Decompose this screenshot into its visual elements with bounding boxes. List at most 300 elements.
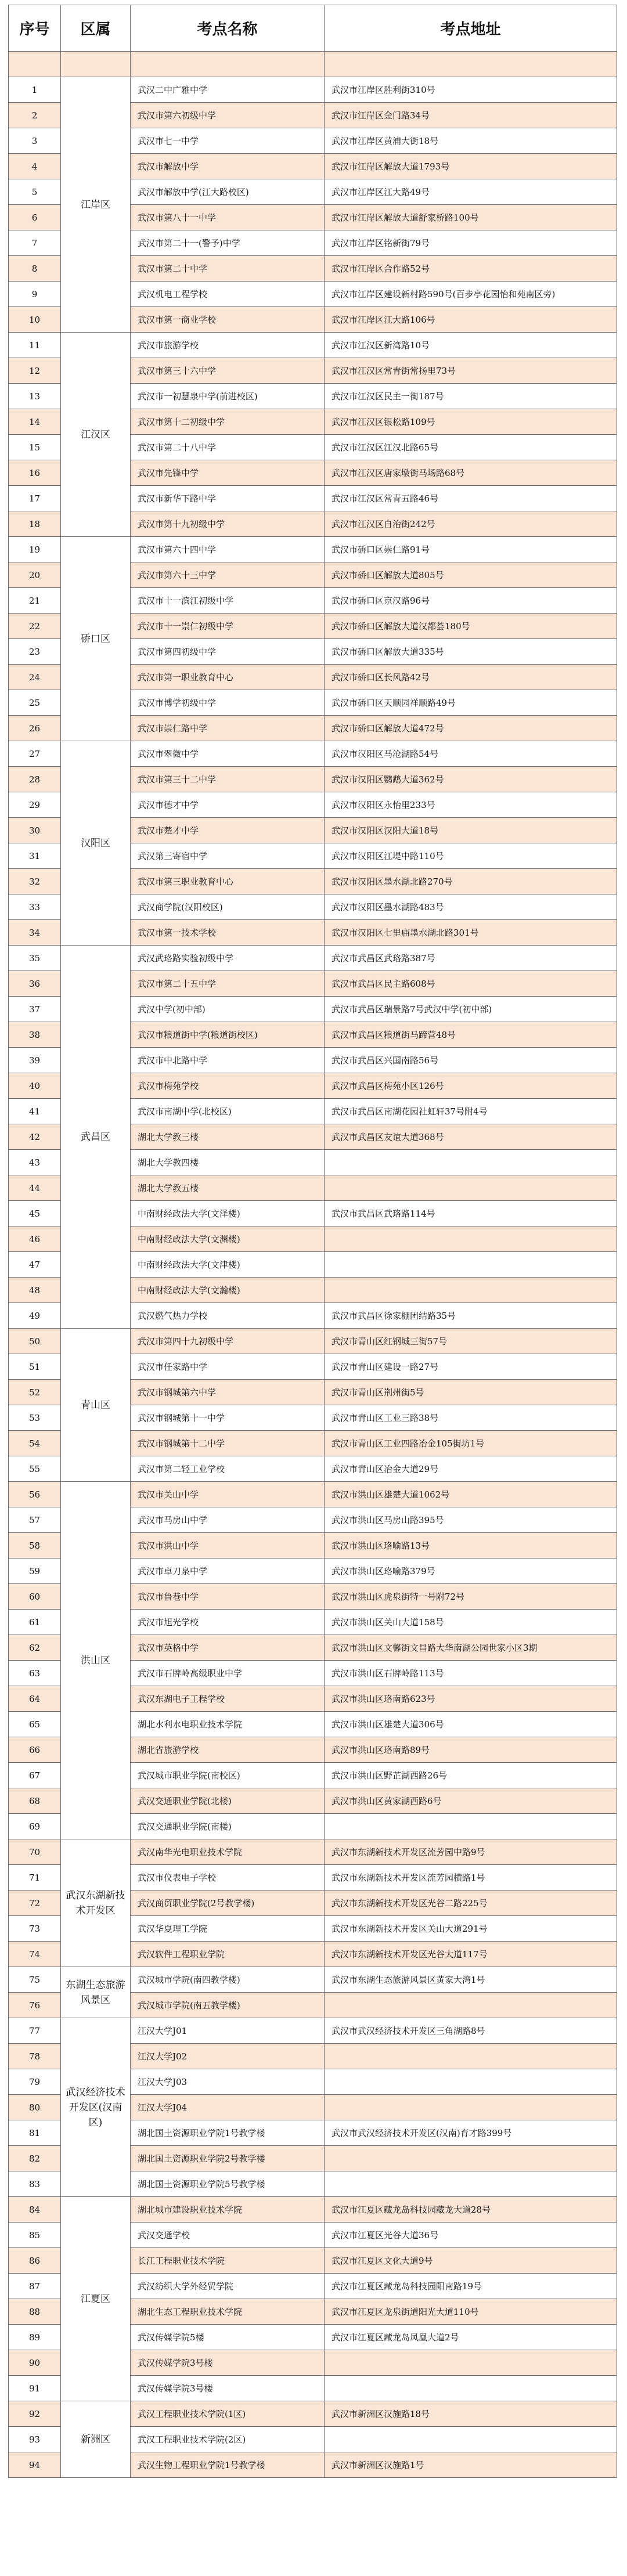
site-address [325,1226,617,1252]
site-address [325,1252,617,1278]
site-address: 武汉市洪山区雄楚大道1062号 [325,1482,617,1507]
site-address: 武汉市江岸区建设新村路590号(百步亭花园怡和苑南区旁) [325,282,617,307]
row-number: 94 [9,2452,61,2478]
site-address: 武汉市洪山区野芷湖西路26号 [325,1763,617,1788]
site-address [325,1814,617,1839]
site-name: 中南财经政法大学(文泽楼) [131,1201,325,1226]
site-name: 武汉市第二十八中学 [131,435,325,460]
site-address: 武汉市硚口区京汉路96号 [325,588,617,614]
site-address: 武汉市青山区冶金大道29号 [325,1456,617,1482]
row-number: 22 [9,614,61,639]
row-number: 15 [9,435,61,460]
site-name: 武汉市第一技术学校 [131,920,325,946]
table-row [9,741,617,767]
district-cell: 武汉经济技术开发区(汉南区) [61,2018,131,2197]
site-address: 武汉市江岸区铭新街79号 [325,230,617,256]
site-name: 武汉市楚才中学 [131,818,325,843]
row-number: 23 [9,639,61,665]
site-address: 武汉市江夏区龙泉街道阳光大道110号 [325,2299,617,2325]
row-number: 91 [9,2376,61,2401]
site-address: 武汉市东湖新技术开发区光谷二路225号 [325,1890,617,1916]
row-number: 12 [9,358,61,384]
site-name: 武汉东湖电子工程学校 [131,1686,325,1712]
site-name: 武汉市南湖中学(北校区) [131,1099,325,1124]
site-name: 武汉市第六十三中学 [131,562,325,588]
site-name: 武汉市第四十九初级中学 [131,1329,325,1354]
row-number: 19 [9,537,61,562]
site-name: 中南财经政法大学(文津楼) [131,1252,325,1278]
site-address: 武汉市硚口区解放大道472号 [325,716,617,741]
site-address: 武汉市汉阳区马沧湖路54号 [325,741,617,767]
site-address: 武汉市硚口区崇仁路91号 [325,537,617,562]
site-address: 武汉市青山区建设一路27号 [325,1354,617,1380]
site-name: 武汉市鲁巷中学 [131,1584,325,1610]
row-number: 13 [9,384,61,409]
site-address: 武汉市江汉区常青五路46号 [325,486,617,511]
site-address: 武汉市东湖生态旅游风景区黄家大湾1号 [325,1967,617,1993]
row-number: 36 [9,971,61,997]
row-number: 42 [9,1124,61,1150]
exam-site-table [8,5,617,2478]
site-name: 武汉市马房山中学 [131,1507,325,1533]
table-row [9,1839,617,1865]
site-name: 武汉市钢城第十二中学 [131,1431,325,1456]
district-cell: 武昌区 [61,946,131,1329]
site-name: 武汉市十一崇仁初级中学 [131,614,325,639]
site-name: 武汉市崇仁路中学 [131,716,325,741]
district-cell: 新洲区 [61,2401,131,2478]
row-number: 4 [9,154,61,179]
exam-site-table-container [8,5,617,2478]
site-address [325,2095,617,2120]
site-address: 武汉市武昌区粮道街马蹄营48号 [325,1022,617,1048]
site-name: 武汉市解放中学(江大路校区) [131,179,325,205]
site-address: 武汉市东湖新技术开发区流芳园中路9号 [325,1839,617,1865]
site-address: 武汉市洪山区文馨街文昌路大华南湖公园世家小区3期 [325,1635,617,1661]
row-number: 33 [9,894,61,920]
site-address: 武汉市江岸区江大路49号 [325,179,617,205]
row-number: 63 [9,1661,61,1686]
blank-cell [61,52,131,77]
row-number: 3 [9,128,61,154]
site-name: 武汉市旭光学校 [131,1610,325,1635]
row-number: 55 [9,1456,61,1482]
site-name: 湖北水利水电职业技术学院 [131,1712,325,1737]
row-number: 71 [9,1865,61,1890]
row-number: 48 [9,1278,61,1303]
site-address: 武汉市洪山区珞喻路379号 [325,1558,617,1584]
site-name: 武汉生物工程职业学院1号教学楼 [131,2452,325,2478]
site-name: 湖北城市建设职业技术学院 [131,2197,325,2223]
header-name: 考点名称 [131,5,325,52]
row-number: 58 [9,1533,61,1558]
site-name: 武汉市第一职业教育中心 [131,665,325,690]
site-name: 武汉市第三十六中学 [131,358,325,384]
row-number: 29 [9,792,61,818]
site-name: 武汉市翠微中学 [131,741,325,767]
site-address: 武汉市汉阳区永怡里233号 [325,792,617,818]
site-name: 武汉商贸职业学院(2号教学楼) [131,1890,325,1916]
site-name: 湖北大学教五楼 [131,1175,325,1201]
table-body [9,52,617,2478]
site-address: 武汉市江汉区江汉北路65号 [325,435,617,460]
row-number: 62 [9,1635,61,1661]
site-name: 武汉南华光电职业技术学院 [131,1839,325,1865]
row-number: 21 [9,588,61,614]
site-name: 武汉市博学初级中学 [131,690,325,716]
site-address [325,1993,617,2018]
row-number: 84 [9,2197,61,2223]
site-name: 江汉大学J01 [131,2018,325,2044]
site-name: 武汉商学院(汉阳校区) [131,894,325,920]
row-number: 75 [9,1967,61,1993]
site-address: 武汉市江汉区唐家墩街马场路68号 [325,460,617,486]
row-number: 74 [9,1942,61,1967]
site-address: 武汉市江岸区合作路52号 [325,256,617,282]
row-number: 44 [9,1175,61,1201]
row-number: 68 [9,1788,61,1814]
site-address [325,2069,617,2095]
site-address: 武汉市青山区荆州街5号 [325,1380,617,1405]
site-name: 武汉市中北路中学 [131,1048,325,1073]
site-name: 武汉市第三十二中学 [131,767,325,792]
row-number: 20 [9,562,61,588]
site-address: 武汉市武昌区武珞路387号 [325,946,617,971]
site-address: 武汉市洪山区雄楚大道306号 [325,1712,617,1737]
district-cell: 武汉东湖新技术开发区 [61,1839,131,1967]
row-number: 67 [9,1763,61,1788]
site-address: 武汉市江岸区解放大道舒家桥路100号 [325,205,617,230]
row-number: 82 [9,2146,61,2171]
row-number: 85 [9,2223,61,2248]
row-number: 35 [9,946,61,971]
row-number: 34 [9,920,61,946]
site-name: 武汉二中广雅中学 [131,77,325,103]
row-number: 83 [9,2171,61,2197]
site-name: 武汉中学(初中部) [131,997,325,1022]
row-number: 32 [9,869,61,894]
site-address: 武汉市江汉区新湾路10号 [325,333,617,358]
table-row [9,1329,617,1354]
site-address [325,1278,617,1303]
site-name: 湖北国土资源职业学院2号教学楼 [131,2146,325,2171]
site-name: 武汉市第四初级中学 [131,639,325,665]
site-address: 武汉市新洲区汉施路1号 [325,2452,617,2478]
site-address: 武汉市硚口区长风路42号 [325,665,617,690]
district-cell: 洪山区 [61,1482,131,1839]
site-address: 武汉市青山区工业三路38号 [325,1405,617,1431]
row-number: 80 [9,2095,61,2120]
row-number: 61 [9,1610,61,1635]
row-number: 25 [9,690,61,716]
site-address: 武汉市江汉区常青街常扬里73号 [325,358,617,384]
site-name: 武汉华夏理工学院 [131,1916,325,1942]
table-row [9,1967,617,1993]
row-number: 65 [9,1712,61,1737]
site-address: 武汉市武昌区民主路608号 [325,971,617,997]
row-number: 18 [9,511,61,537]
row-number: 78 [9,2044,61,2069]
row-number: 69 [9,1814,61,1839]
site-address: 武汉市青山区红钢城三街57号 [325,1329,617,1354]
site-name: 湖北大学教四楼 [131,1150,325,1175]
site-address [325,1175,617,1201]
site-name: 武汉传媒学院3号楼 [131,2376,325,2401]
site-address: 武汉市东湖新技术开发区关山大道291号 [325,1916,617,1942]
site-name: 武汉市第二十一(警予)中学 [131,230,325,256]
site-name: 武汉城市学院(南五教学楼) [131,1993,325,2018]
table-row [9,2401,617,2427]
row-number: 38 [9,1022,61,1048]
district-cell: 汉阳区 [61,741,131,946]
row-number: 88 [9,2299,61,2325]
row-number: 28 [9,767,61,792]
site-address: 武汉市硚口区解放大道805号 [325,562,617,588]
site-address: 武汉市江岸区胜利街310号 [325,77,617,103]
district-cell: 硚口区 [61,537,131,741]
site-name: 武汉市洪山中学 [131,1533,325,1558]
site-address: 武汉市武汉经济技术开发区三角湖路8号 [325,2018,617,2044]
row-number: 56 [9,1482,61,1507]
district-cell: 东湖生态旅游风景区 [61,1967,131,2018]
row-number: 16 [9,460,61,486]
row-number: 9 [9,282,61,307]
site-address: 武汉市汉阳区七里庙墨水湖北路301号 [325,920,617,946]
site-name: 武汉市第二轻工业学校 [131,1456,325,1482]
site-address: 武汉市东湖新技术开发区流芳园横路1号 [325,1865,617,1890]
site-address: 武汉市洪山区珞南路89号 [325,1737,617,1763]
site-name: 武汉市第二十中学 [131,256,325,282]
row-number: 72 [9,1890,61,1916]
site-name: 中南财经政法大学(文渊楼) [131,1226,325,1252]
row-number: 92 [9,2401,61,2427]
site-name: 武汉市梅苑学校 [131,1073,325,1099]
site-name: 湖北国土资源职业学院1号教学楼 [131,2120,325,2146]
row-number: 60 [9,1584,61,1610]
site-address: 武汉市江岸区江大路106号 [325,307,617,333]
site-name: 武汉市旅游学校 [131,333,325,358]
row-number: 90 [9,2350,61,2376]
row-number: 87 [9,2274,61,2299]
row-number: 7 [9,230,61,256]
row-number: 52 [9,1380,61,1405]
header-num: 序号 [9,5,61,52]
site-name: 武汉市关山中学 [131,1482,325,1507]
site-name: 武汉市钢城第六中学 [131,1380,325,1405]
site-address: 武汉市武昌区武珞路114号 [325,1201,617,1226]
site-address: 武汉市洪山区马房山路395号 [325,1507,617,1533]
row-number: 93 [9,2427,61,2452]
site-address: 武汉市青山区工业四路冶金105街坊1号 [325,1431,617,1456]
site-address [325,2146,617,2171]
row-number: 53 [9,1405,61,1431]
site-name: 武汉纺织大学外经贸学院 [131,2274,325,2299]
row-number: 11 [9,333,61,358]
site-name: 武汉市第二十五中学 [131,971,325,997]
site-address: 武汉市武昌区南湖花园社虹轩37号附4号 [325,1099,617,1124]
row-number: 70 [9,1839,61,1865]
district-cell: 江夏区 [61,2197,131,2401]
site-name: 武汉市英格中学 [131,1635,325,1661]
row-number: 40 [9,1073,61,1099]
site-name: 武汉交通职业学院(南楼) [131,1814,325,1839]
site-name: 武汉市第八十一中学 [131,205,325,230]
site-name: 武汉市第六十四中学 [131,537,325,562]
site-address: 武汉市江岸区黄浦大街18号 [325,128,617,154]
row-number: 39 [9,1048,61,1073]
table-row [9,333,617,358]
site-name: 武汉市仪表电子学校 [131,1865,325,1890]
site-name: 武汉市石牌岭高级职业中学 [131,1661,325,1686]
blank-cell [325,52,617,77]
site-name: 江汉大学J03 [131,2069,325,2095]
row-number: 17 [9,486,61,511]
site-name: 武汉燃气热力学校 [131,1303,325,1329]
row-number: 1 [9,77,61,103]
site-address [325,2376,617,2401]
site-name: 武汉市一初慧泉中学(前进校区) [131,384,325,409]
row-number: 89 [9,2325,61,2350]
site-name: 武汉市七一中学 [131,128,325,154]
site-name: 湖北省旅游学校 [131,1737,325,1763]
site-address: 武汉市江汉区自治街242号 [325,511,617,537]
site-name: 武汉市卓刀泉中学 [131,1558,325,1584]
row-number: 66 [9,1737,61,1763]
site-address [325,2427,617,2452]
site-address: 武汉市洪山区关山大道158号 [325,1610,617,1635]
row-number: 76 [9,1993,61,2018]
site-name: 武汉交通职业学院(北楼) [131,1788,325,1814]
site-address: 武汉市硚口区解放大道汉都荟180号 [325,614,617,639]
site-name: 中南财经政法大学(文瀚楼) [131,1278,325,1303]
site-address: 武汉市新洲区汉施路18号 [325,2401,617,2427]
row-number: 51 [9,1354,61,1380]
site-name: 武汉工程职业技术学院(1区) [131,2401,325,2427]
row-number: 73 [9,1916,61,1942]
site-address [325,1150,617,1175]
row-number: 79 [9,2069,61,2095]
site-address: 武汉市武昌区兴国南路56号 [325,1048,617,1073]
row-number: 46 [9,1226,61,1252]
site-name: 武汉市先锋中学 [131,460,325,486]
row-number: 64 [9,1686,61,1712]
site-name: 江汉大学J04 [131,2095,325,2120]
row-number: 10 [9,307,61,333]
row-number: 31 [9,843,61,869]
site-name: 长江工程职业技术学院 [131,2248,325,2274]
site-name: 武汉市粮道街中学(粮道街校区) [131,1022,325,1048]
site-address: 武汉市洪山区虎泉街特一号附72号 [325,1584,617,1610]
site-name: 武汉市任家路中学 [131,1354,325,1380]
row-number: 54 [9,1431,61,1456]
row-number: 41 [9,1099,61,1124]
site-name: 湖北国土资源职业学院5号教学楼 [131,2171,325,2197]
table-row [9,77,617,103]
row-number: 77 [9,2018,61,2044]
site-name: 武汉城市职业学院(南校区) [131,1763,325,1788]
row-number: 59 [9,1558,61,1584]
site-name: 武汉市第六初级中学 [131,103,325,128]
site-name: 武汉传媒学院5楼 [131,2325,325,2350]
blank-row [9,52,617,77]
site-name: 武汉市新华下路中学 [131,486,325,511]
site-address: 武汉市武汉经济技术开发区(汉南)育才路399号 [325,2120,617,2146]
site-address: 武汉市洪山区珞南路623号 [325,1686,617,1712]
row-number: 6 [9,205,61,230]
row-number: 24 [9,665,61,690]
row-number: 5 [9,179,61,205]
site-address: 武汉市江岸区金门路34号 [325,103,617,128]
site-name: 武汉机电工程学校 [131,282,325,307]
district-cell: 青山区 [61,1329,131,1482]
row-number: 49 [9,1303,61,1329]
site-address: 武汉市东湖新技术开发区光谷大道117号 [325,1942,617,1967]
site-address: 武汉市江夏区光谷大道36号 [325,2223,617,2248]
site-name: 武汉市钢城第十一中学 [131,1405,325,1431]
site-address: 武汉市洪山区黄家湖西路6号 [325,1788,617,1814]
row-number: 86 [9,2248,61,2274]
site-name: 武汉市第一商业学校 [131,307,325,333]
site-address: 武汉市汉阳区鹦鹉大道362号 [325,767,617,792]
row-number: 81 [9,2120,61,2146]
row-number: 57 [9,1507,61,1533]
header-district: 区属 [61,5,131,52]
site-address [325,2171,617,2197]
site-address: 武汉市洪山区石牌岭路113号 [325,1661,617,1686]
site-name: 武汉城市学院(南四教学楼) [131,1967,325,1993]
header-addr: 考点地址 [325,5,617,52]
site-address [325,2044,617,2069]
row-number: 14 [9,409,61,435]
site-address: 武汉市硚口区解放大道335号 [325,639,617,665]
table-row [9,2197,617,2223]
site-name: 武汉传媒学院3号楼 [131,2350,325,2376]
site-address: 武汉市江汉区民主一街187号 [325,384,617,409]
site-address: 武汉市江夏区藏龙岛科技园藏龙大道28号 [325,2197,617,2223]
site-name: 武汉软件工程职业学院 [131,1942,325,1967]
site-address: 武汉市武昌区梅苑小区126号 [325,1073,617,1099]
site-address: 武汉市汉阳区江堤中路110号 [325,843,617,869]
site-address: 武汉市汉阳区汉阳大道18号 [325,818,617,843]
site-name: 武汉市第三职业教育中心 [131,869,325,894]
row-number: 8 [9,256,61,282]
site-name: 武汉市第十二初级中学 [131,409,325,435]
site-name: 武汉市解放中学 [131,154,325,179]
row-number: 47 [9,1252,61,1278]
row-number: 45 [9,1201,61,1226]
row-number: 26 [9,716,61,741]
site-name: 湖北大学教三楼 [131,1124,325,1150]
site-address: 武汉市江岸区解放大道1793号 [325,154,617,179]
site-address [325,2350,617,2376]
site-name: 武汉交通学校 [131,2223,325,2248]
site-address: 武汉市硚口区天顺园祥顺路49号 [325,690,617,716]
table-row [9,946,617,971]
site-address: 武汉市江夏区文化大道9号 [325,2248,617,2274]
site-name: 武汉市德才中学 [131,792,325,818]
site-name: 江汉大学J02 [131,2044,325,2069]
site-name: 武汉工程职业技术学院(2区) [131,2427,325,2452]
site-address: 武汉市江汉区银松路109号 [325,409,617,435]
table-row [9,1482,617,1507]
site-name: 武汉第三寄宿中学 [131,843,325,869]
site-name: 湖北生态工程职业技术学院 [131,2299,325,2325]
blank-cell [131,52,325,77]
site-name: 武汉武珞路实验初级中学 [131,946,325,971]
row-number: 50 [9,1329,61,1354]
site-address: 武汉市洪山区珞喻路13号 [325,1533,617,1558]
blank-cell [9,52,61,77]
